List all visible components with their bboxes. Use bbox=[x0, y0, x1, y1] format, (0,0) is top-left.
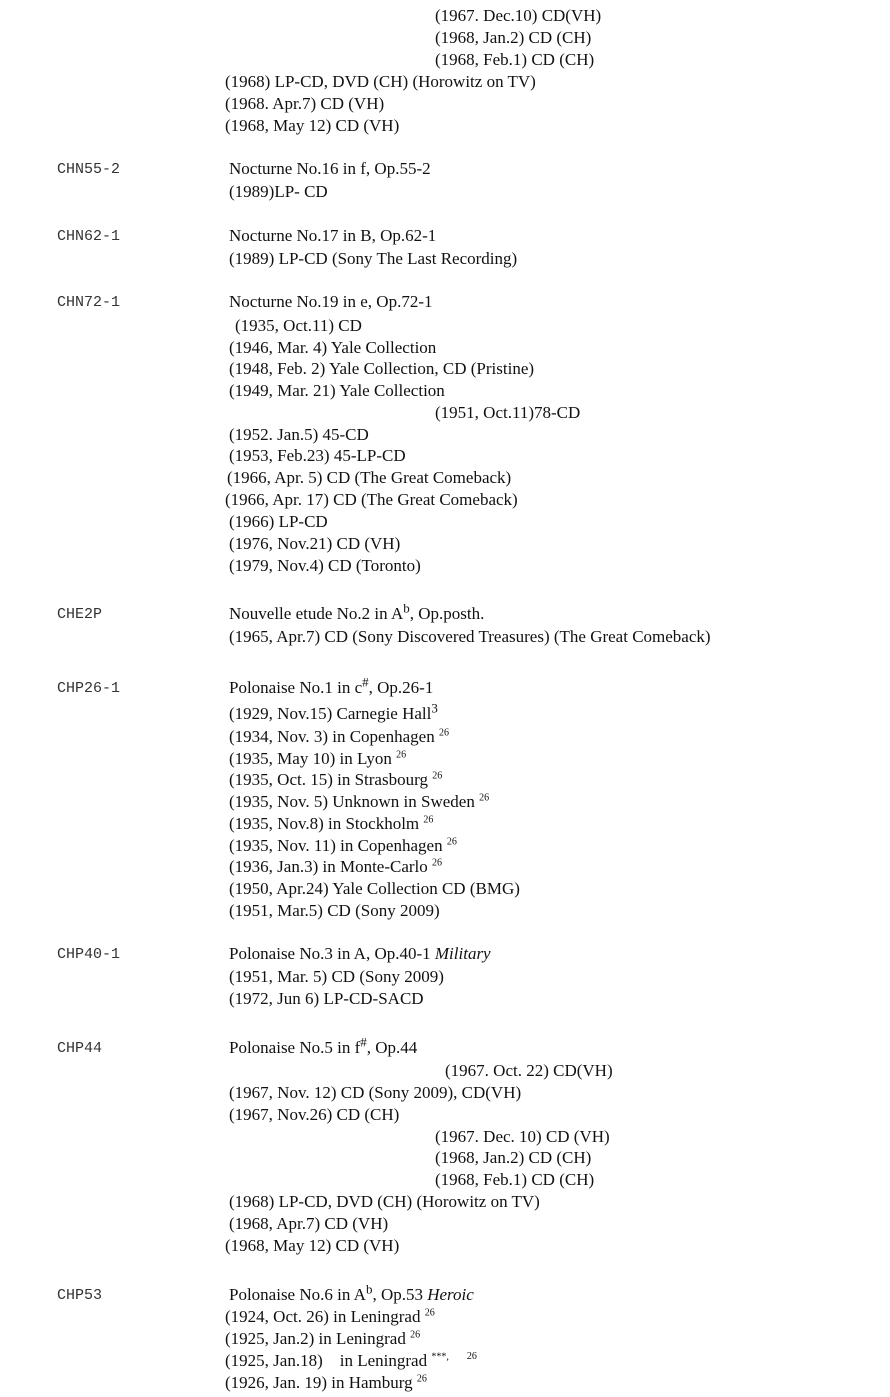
record-line: (1946, Mar. 4) Yale Collection bbox=[229, 338, 437, 357]
record-line: (1935, Oct. 15) in Strasbourg $^{26}$ bbox=[229, 770, 443, 789]
record-line: (1968) LP-CD, DVD (CH) (Horowitz on TV) bbox=[229, 1192, 540, 1211]
record-line: (1967. Dec.10) CD(VH) bbox=[435, 6, 602, 25]
work-title: Nocturne No.19 in e, Op.72-1 bbox=[229, 292, 433, 311]
record-line: (1951, Oct.11)78-CD bbox=[435, 403, 581, 422]
work-code: CHN62-1 bbox=[57, 228, 121, 245]
record-line: (1952. Jan.5) 45-CD bbox=[229, 425, 369, 444]
record-line: (1966) LP-CD bbox=[229, 512, 328, 531]
record-line: (1935, May 10) in Lyon $^{26}$ bbox=[229, 749, 407, 768]
work-title: Polonaise No.3 in A, Op.40-1 Military bbox=[229, 944, 491, 963]
record-line: (1967. Oct. 22) CD(VH) bbox=[445, 1061, 613, 1080]
record-line: (1965, Apr.7) CD (Sony Discovered Treasures) (The Great Comeback) bbox=[229, 627, 711, 646]
work-code: CHP40-1 bbox=[57, 946, 121, 963]
record-line: (1925, Jan.18) in Leningrad ***, $^{26}$ bbox=[225, 1351, 477, 1370]
record-line: (1950, Apr.24) Yale Collection CD (BMG) bbox=[229, 879, 520, 898]
record-line: (1968. Apr.7) CD (VH) bbox=[225, 94, 385, 113]
record-line: (1925, Jan.2) in Leningrad $^{26}$ bbox=[225, 1329, 421, 1348]
record-line: (1935, Nov.8) in Stockholm $^{26}$ bbox=[229, 814, 434, 833]
record-line: (1929, Nov.15) Carnegie Hall$^3$ bbox=[229, 700, 438, 723]
record-line: (1967, Nov. 12) CD (Sony 2009), CD(VH) bbox=[229, 1083, 522, 1102]
record-line: (1935, Nov. 11) in Copenhagen $^{26}$ bbox=[229, 836, 457, 855]
record-line: (1968, Feb.1) CD (CH) bbox=[435, 1170, 595, 1189]
record-line: (1972, Jun 6) LP-CD-SACD bbox=[229, 989, 424, 1008]
record-line: (1948, Feb. 2) Yale Collection, CD (Pristine) bbox=[229, 359, 535, 378]
record-line: (1936, Jan.3) in Monte-Carlo $^{26}$ bbox=[229, 857, 443, 876]
work-code: CHP53 bbox=[57, 1287, 103, 1304]
record-line: (1926, Jan. 19) in Hamburg $^{26}$ bbox=[225, 1373, 427, 1392]
record-line: (1924, Oct. 26) in Leningrad $^{26}$ bbox=[225, 1307, 435, 1326]
work-title: Polonaise No.5 in f#, Op.44 bbox=[229, 1034, 418, 1057]
record-line: (1968, Feb.1) CD (CH) bbox=[435, 50, 595, 69]
work-code: CHN72-1 bbox=[57, 294, 121, 311]
record-line: (1968, May 12) CD (VH) bbox=[225, 116, 400, 135]
record-line: (1976, Nov.21) CD (VH) bbox=[229, 534, 401, 553]
work-title: Polonaise No.6 in $A^b$, Op.53 Heroic bbox=[229, 1281, 474, 1304]
work-code: CHP26-1 bbox=[57, 680, 121, 697]
record-line: (1966, Apr. 17) CD (The Great Comeback) bbox=[225, 490, 518, 509]
work-title: Nocturne No.16 in f, Op.55-2 bbox=[229, 159, 431, 178]
record-line: (1968, May 12) CD (VH) bbox=[225, 1236, 400, 1255]
record-line: (1951, Mar.5) CD (Sony 2009) bbox=[229, 901, 440, 920]
record-line: (1949, Mar. 21) Yale Collection bbox=[229, 381, 445, 400]
record-line: (1966, Apr. 5) CD (The Great Comeback) bbox=[227, 468, 512, 487]
record-line: (1935, Nov. 5) Unknown in Sweden $^{26}$ bbox=[229, 792, 490, 811]
record-line: (1953, Feb.23) 45-LP-CD bbox=[229, 446, 406, 465]
record-line: (1968, Jan.2) CD (CH) bbox=[435, 1148, 592, 1167]
record-line: (1967. Dec. 10) CD (VH) bbox=[435, 1127, 610, 1146]
record-line: (1979, Nov.4) CD (Toronto) bbox=[229, 556, 421, 575]
record-line: (1967, Nov.26) CD (CH) bbox=[229, 1105, 400, 1124]
work-title: Nocturne No.17 in B, Op.62-1 bbox=[229, 226, 437, 245]
work-code: CHE2P bbox=[57, 606, 103, 623]
work-code: CHP44 bbox=[57, 1040, 103, 1057]
record-line: (1968) LP-CD, DVD (CH) (Horowitz on TV) bbox=[225, 72, 536, 91]
record-line: (1968, Apr.7) CD (VH) bbox=[229, 1214, 389, 1233]
record-line: (1989) LP-CD (Sony The Last Recording) bbox=[229, 249, 518, 268]
record-line: (1934, Nov. 3) in Copenhagen $^{26}$ bbox=[229, 727, 449, 746]
record-line: (1968, Jan.2) CD (CH) bbox=[435, 28, 592, 47]
record-line: (1989)LP- CD bbox=[229, 182, 328, 201]
work-title: Polonaise No.1 in c#, Op.26-1 bbox=[229, 674, 434, 697]
work-title: Nouvelle etude No.2 in $A^b$, Op.posth. bbox=[229, 600, 485, 623]
record-line: (1935, Oct.11) CD bbox=[235, 316, 362, 335]
record-line: (1951, Mar. 5) CD (Sony 2009) bbox=[229, 967, 444, 986]
work-code: CHN55-2 bbox=[57, 161, 121, 178]
